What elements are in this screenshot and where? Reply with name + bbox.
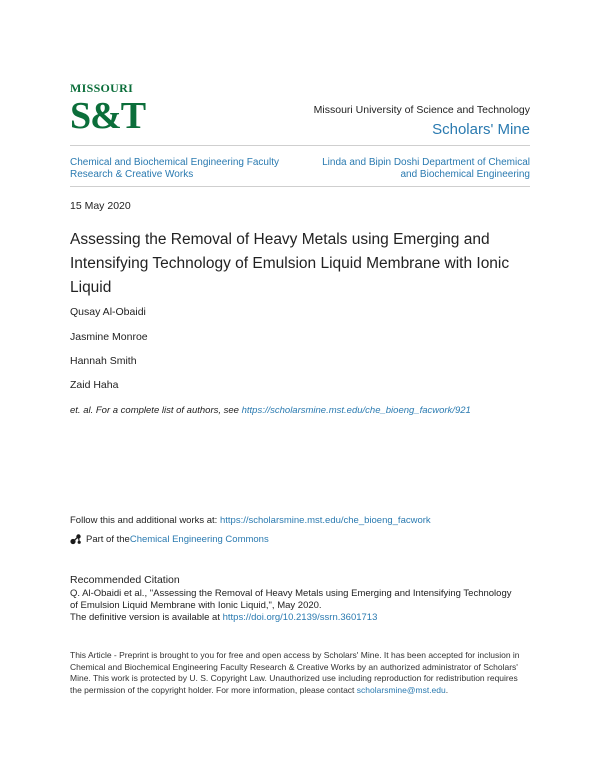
doi-link[interactable]: https://doi.org/10.2139/ssrn.3601713 (222, 612, 378, 623)
article-title: Assessing the Removal of Heavy Metals using Emerging and Intensifying Technology of Emulsion Liquid Membrane with Ionic Liquid (70, 231, 510, 296)
commons-link[interactable]: Chemical Engineering Commons (129, 533, 269, 545)
header-divider (70, 145, 530, 146)
definitive-prefix: The definitive version is available at (70, 612, 223, 623)
publication-date: 15 May 2020 (70, 200, 131, 212)
part-of-line (70, 533, 269, 545)
et-al-note (70, 405, 540, 416)
et-al-prefix: et. al. For a complete list of authors, see (70, 405, 242, 416)
author-4: Zaid Haha (70, 379, 119, 391)
commons-network-icon (70, 533, 82, 545)
repository-link[interactable]: Scholars' Mine (432, 121, 530, 138)
logo-mark-text: S&T (70, 95, 146, 137)
access-notice: This Article - Preprint is brought to you for free and open access by Scholars' Mine. It has been accepted for inclusion in Chemical and Biochemical Engineering Faculty Research & Creative Works by an authorized administrator of Scholars' Mine. This work is protected by U. S. Copyright Law. Unauthorized use including reproduction for redistribution requires the permission of the copyright holder. For more information, please contact scholarsmine@mst.edu. (70, 650, 520, 695)
author-1: Qusay Al-Obaidi (70, 306, 146, 318)
collection-link-faculty-works[interactable]: Chemical and Biochemical Engineering Faculty Research & Creative Works (70, 157, 279, 180)
contact-email-link[interactable]: scholarsmine@mst.edu (356, 684, 446, 695)
follow-link[interactable]: https://scholarsmine.mst.edu/che_bioeng_facwork (219, 515, 431, 526)
follow-line (70, 515, 431, 526)
definitive-version-line (70, 612, 540, 624)
citation-line-1: Q. Al-Obaidi et al., "Assessing the Removal of Heavy Metals using Emerging and Intensifying Technology (70, 588, 512, 599)
citation-heading: Recommended Citation (70, 574, 180, 586)
citation-line-2: of Emulsion Liquid Membrane with Ionic Liquid,", May 2020. (70, 600, 322, 611)
collection-link-department[interactable]: Linda and Bipin Doshi Department of Chemical and Biochemical Engineering (322, 157, 530, 180)
access-notice-text: This Article - Preprint is brought to you for free and open access by Scholars' Mine. It has been accepted for inclusion in Chemical and Biochemical Engineering Faculty Research & Creative Works by an authorized administrator of Scholars' Mine. This work is protected by U. S. Copyright Law. Unauthorized use including reproduction for redistribution requires the permission of the copyright holder. For more information, please contact (70, 650, 520, 695)
institution-name: Missouri University of Science and Technology (313, 104, 530, 116)
missouri-st-logo (70, 81, 146, 138)
citation-body (70, 588, 540, 624)
follow-prefix: Follow this and additional works at: (70, 515, 220, 526)
collections-divider (70, 186, 530, 187)
authors-list-link[interactable]: https://scholarsmine.mst.edu/che_bioeng_facwork/921 (241, 405, 471, 416)
author-3: Hannah Smith (70, 355, 137, 367)
part-of-prefix: Part of the (86, 533, 130, 545)
logo-top-text: MISSOURI (70, 81, 134, 95)
author-2: Jasmine Monroe (70, 331, 148, 343)
